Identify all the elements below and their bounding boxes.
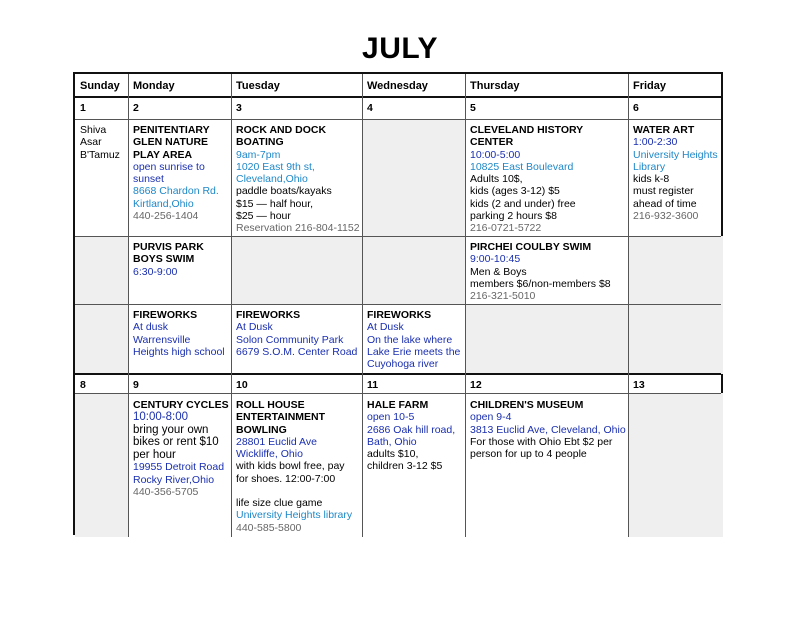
event-details: adults $10, children 3-12 $5 (367, 448, 443, 473)
header-tuesday: Tuesday (236, 80, 280, 92)
event-title: FIREWORKS (133, 309, 198, 321)
divider (128, 74, 129, 537)
event-phone: 440-356-5705 (133, 485, 199, 498)
event-address: 8668 Chardon Rd. Kirtland,Ohio (133, 185, 219, 210)
event-pirchei-coulby-swim (470, 241, 626, 302)
empty-cell (75, 393, 128, 537)
event-fireworks-warrensville (133, 309, 229, 358)
event-phone: 216-321-5010 (470, 290, 536, 303)
event-water-art (633, 124, 721, 222)
page-title: JULY (362, 32, 438, 65)
event-fireworks-solon (236, 309, 361, 358)
event-phone: Reservation 216-804-1152 (236, 222, 360, 235)
divider (75, 373, 721, 375)
header-thursday: Thursday (470, 80, 520, 92)
divider (628, 74, 629, 537)
empty-cell (628, 393, 723, 537)
event-hours: 10:00-8:00 (133, 411, 188, 424)
event-text: Shiva Asar B'Tamuz (80, 124, 120, 161)
event-roll-house-bowling (236, 399, 361, 534)
empty-cell (231, 236, 362, 304)
date-number: 3 (236, 102, 242, 114)
header-sunday: Sunday (80, 80, 120, 92)
event-details: On the lake where Lake Erie meets the Cuyohoga river (367, 333, 461, 371)
event-phone: 216-0721-5722 (470, 222, 542, 235)
event-phone: 440-585-5800 (236, 521, 302, 534)
date-number: 9 (133, 379, 139, 391)
event-address: 28801 Euclid Ave Wickliffe, Ohio (236, 435, 317, 461)
event-title: ROLL HOUSE ENTERTAINMENT BOWLING (236, 399, 326, 436)
empty-cell (628, 236, 723, 374)
event-hours: 10:00-5:00 (470, 148, 521, 161)
date-number: 12 (470, 379, 482, 391)
date-number: 1 (80, 102, 86, 114)
date-number: 11 (367, 379, 379, 391)
event-title: FIREWORKS (367, 309, 432, 321)
event-details: paddle boats/kayaks $15 — half hour, $25 — hour (236, 185, 332, 223)
empty-cell (362, 119, 465, 304)
event-details: kids k-8 must register ahead of time (633, 173, 697, 210)
event-title: FIREWORKS (236, 309, 301, 321)
divider (75, 393, 721, 394)
event-address: 1020 East 9th st, Cleveland,Ohio (236, 160, 315, 186)
date-number: 4 (367, 102, 373, 114)
date-number: 2 (133, 102, 139, 114)
event-title: HALE FARM (367, 399, 429, 411)
event-title: WATER ART (633, 124, 695, 136)
event-details: Adults 10$, kids (ages 3-12) $5 kids (2 and under) free parking 2 hours $8 (470, 173, 576, 223)
event-hours: open sunrise to sunset (133, 160, 205, 186)
event-hours: open 9-4 (470, 411, 512, 424)
event-shiva-asar (80, 124, 126, 161)
event-address: 10825 East Boulevard (470, 160, 574, 173)
header-wednesday: Wednesday (367, 80, 428, 92)
event-childrens-museum (470, 399, 627, 460)
divider (75, 96, 721, 98)
event-hours: At Dusk (236, 321, 273, 334)
date-number: 8 (80, 379, 86, 391)
event-century-cycles (133, 399, 230, 498)
event-hale-farm (367, 399, 464, 473)
event-address: 19955 Detroit Road Rocky River,Ohio (133, 461, 225, 486)
event-phone: 216-932-3600 (633, 210, 699, 223)
event-cleveland-history-center (470, 124, 626, 235)
event-address: University Heights Library (633, 148, 718, 173)
event-title: CENTURY CYCLES (133, 399, 229, 411)
event-address: Solon Community Park 6679 S.O.M. Center Road (236, 333, 358, 358)
event-details: For those with Ohio Ebt $2 per person for up to 4 people (470, 435, 613, 461)
event-location: University Heights library (236, 509, 353, 522)
event-fireworks-lake (367, 309, 464, 370)
divider (75, 304, 721, 305)
event-title: CLEVELAND HISTORY CENTER (470, 124, 583, 149)
event-hours: 1:00-2:30 (633, 136, 678, 149)
event-title: ROCK AND DOCK BOATING (236, 124, 327, 149)
event-title: PURVIS PARK BOYS SWIM (133, 241, 204, 266)
event-details: with kids bowl free, pay for shoes. 12:00-7:00 (236, 460, 345, 485)
event-purvis-park-swim (133, 241, 229, 278)
divider (362, 74, 363, 537)
divider (231, 74, 232, 537)
date-number: 5 (470, 102, 476, 114)
divider (75, 119, 721, 120)
event-address: 2686 Oak hill road, Bath, Ohio (367, 423, 456, 448)
event-details: Men & Boys members $6/non-members $8 (470, 265, 611, 290)
date-number: 10 (236, 379, 248, 391)
event-rock-and-dock (236, 124, 361, 235)
empty-cell (75, 236, 128, 374)
event-hours: At Dusk (367, 321, 404, 334)
calendar-grid (73, 72, 723, 535)
divider (75, 236, 721, 237)
event-penitentiary-glen (133, 124, 229, 222)
event-details: At dusk Warrensville Heights high school (133, 321, 225, 358)
event-hours: 9am-7pm (236, 148, 281, 161)
empty-cell (465, 304, 628, 374)
event-title: PENITENTIARY GLEN NATURE PLAY AREA (133, 124, 210, 161)
event-title: CHILDREN'S MUSEUM (470, 399, 584, 411)
event-title: PIRCHEI COULBY SWIM (470, 241, 592, 253)
event-phone: 440-256-1404 (133, 210, 199, 223)
event-address: 3813 Euclid Ave, Cleveland, Ohio (470, 423, 626, 436)
event-hours: 9:00-10:45 (470, 253, 521, 266)
event-extra: life size clue game (236, 497, 323, 510)
header-friday: Friday (633, 80, 667, 92)
date-number: 6 (633, 102, 639, 114)
divider (465, 74, 466, 537)
event-hours: 6:30-9:00 (133, 265, 178, 278)
header-monday: Monday (133, 80, 175, 92)
event-hours: open 10-5 (367, 411, 415, 424)
event-details: bring your own bikes or rent $10 per hour (133, 423, 219, 461)
date-number: 13 (633, 379, 645, 391)
